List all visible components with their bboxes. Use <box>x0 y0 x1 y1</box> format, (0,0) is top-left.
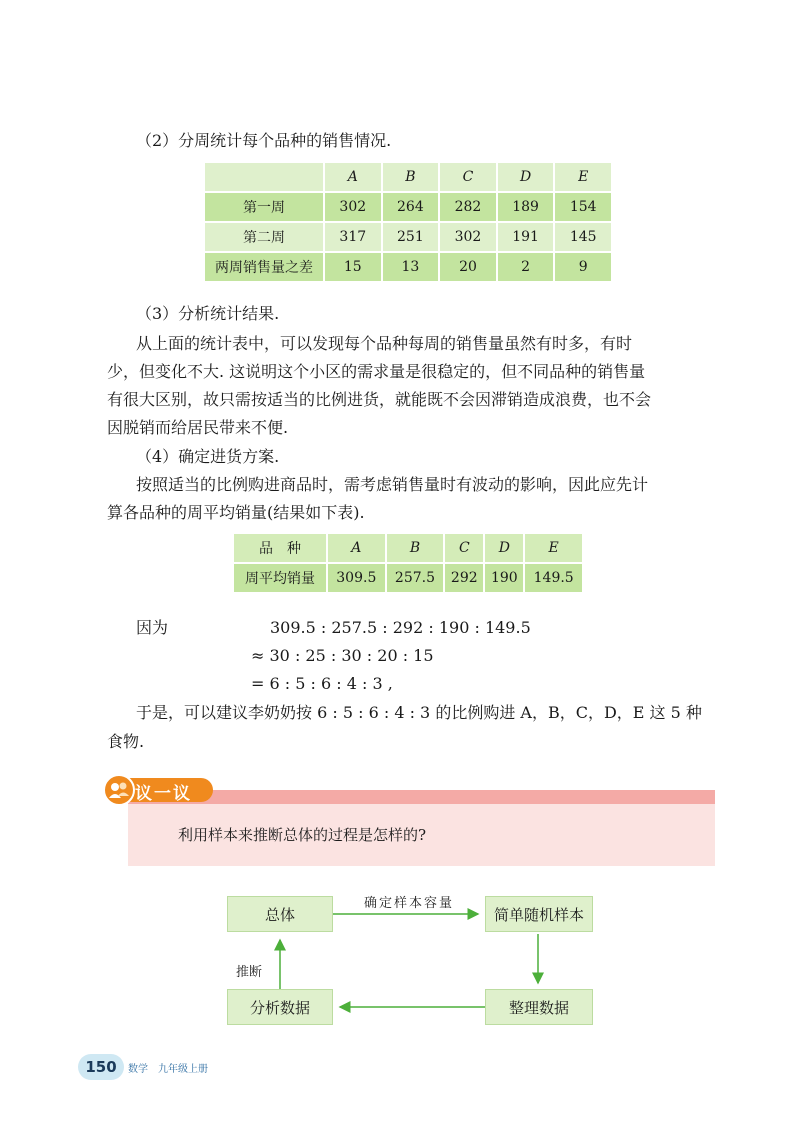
step3-paragraph-line: 因脱销而给居民带来不便. <box>107 418 289 437</box>
table-cell: 191 <box>497 222 555 252</box>
table-cell: 282 <box>439 192 497 222</box>
table-cell: 257.5 <box>386 563 445 593</box>
step4-paragraph-line: 算各品种的周平均销量(结果如下表). <box>107 503 365 522</box>
edge-label-infer: 推断 <box>236 965 263 980</box>
column-header-c: C <box>439 162 497 192</box>
column-header-d: D <box>484 533 524 563</box>
table-cell: 189 <box>497 192 555 222</box>
because-label: 因为 <box>136 618 169 637</box>
page-number: 150 <box>78 1054 124 1080</box>
column-header-b: B <box>382 162 440 192</box>
row-label-average: 周平均销量 <box>233 563 327 593</box>
table-cell: 149.5 <box>524 563 583 593</box>
table-cell: 302 <box>324 192 382 222</box>
node-organize-data: 整理数据 <box>485 989 593 1025</box>
column-header-e: E <box>554 162 612 192</box>
row-label-week2: 第二周 <box>204 222 324 252</box>
node-population: 总体 <box>227 896 333 932</box>
column-header-e: E <box>524 533 583 563</box>
table-cell: 13 <box>382 252 440 282</box>
table-cell: 264 <box>382 192 440 222</box>
step2-heading: （2）分周统计每个品种的销售情况. <box>136 131 392 150</box>
table-cell: 2 <box>497 252 555 282</box>
table-cell: 20 <box>439 252 497 282</box>
conclusion-line-2: 食物. <box>107 732 145 751</box>
step3-heading: （3）分析统计结果. <box>136 304 280 323</box>
book-title: 数学 九年级上册 <box>128 1064 208 1075</box>
ratio-line-3: = 6 : 5 : 6 : 4 : 3 , <box>251 674 393 693</box>
table-cell: 251 <box>382 222 440 252</box>
column-header-b: B <box>386 533 445 563</box>
table-cell: 309.5 <box>327 563 386 593</box>
step4-paragraph-line: 按照适当的比例购进商品时，需考虑销售量时有波动的影响，因此应先计 <box>136 475 649 494</box>
table-cell: 292 <box>444 563 484 593</box>
step3-paragraph-line: 有很大区别，故只需按适当的比例进货，就能既不会因滞销造成浪费，也不会 <box>107 390 652 409</box>
conclusion-line-1: 于是，可以建议李奶奶按 6 : 5 : 6 : 4 : 3 的比例购进 A，B，C，D，E 这 5 种 <box>136 703 702 722</box>
row-label-week1: 第一周 <box>204 192 324 222</box>
step3-paragraph-line: 少，但变化不大. 这说明这个小区的需求量是很稳定的，但不同品种的销售量 <box>107 362 646 381</box>
table-cell: 145 <box>554 222 612 252</box>
discuss-badge-label: 议一议 <box>135 784 192 804</box>
table-cell: 15 <box>324 252 382 282</box>
edge-label-sample-size: 确定样本容量 <box>364 896 455 911</box>
table-cell: 302 <box>439 222 497 252</box>
step4-heading: （4）确定进货方案. <box>136 447 280 466</box>
node-analyze-data: 分析数据 <box>227 989 333 1025</box>
table-cell: 317 <box>324 222 382 252</box>
ratio-line-1: 309.5 : 257.5 : 292 : 190 : 149.5 <box>270 618 531 637</box>
step3-paragraph-line: 从上面的统计表中，可以发现每个品种每周的销售量虽然有时多，有时 <box>136 334 633 353</box>
column-header-a: A <box>324 162 382 192</box>
table-cell: 9 <box>554 252 612 282</box>
node-simple-random-sample: 简单随机样本 <box>485 896 593 932</box>
table-cell: 190 <box>484 563 524 593</box>
table-cell: 154 <box>554 192 612 222</box>
row-label-difference: 两周销售量之差 <box>204 252 324 282</box>
discuss-question: 利用样本来推断总体的过程是怎样的? <box>178 826 427 844</box>
header-variety: 品 种 <box>233 533 327 563</box>
column-header-c: C <box>444 533 484 563</box>
ratio-line-2: ≈ 30 : 25 : 30 : 20 : 15 <box>251 646 434 665</box>
column-header-d: D <box>497 162 555 192</box>
column-header-a: A <box>327 533 386 563</box>
